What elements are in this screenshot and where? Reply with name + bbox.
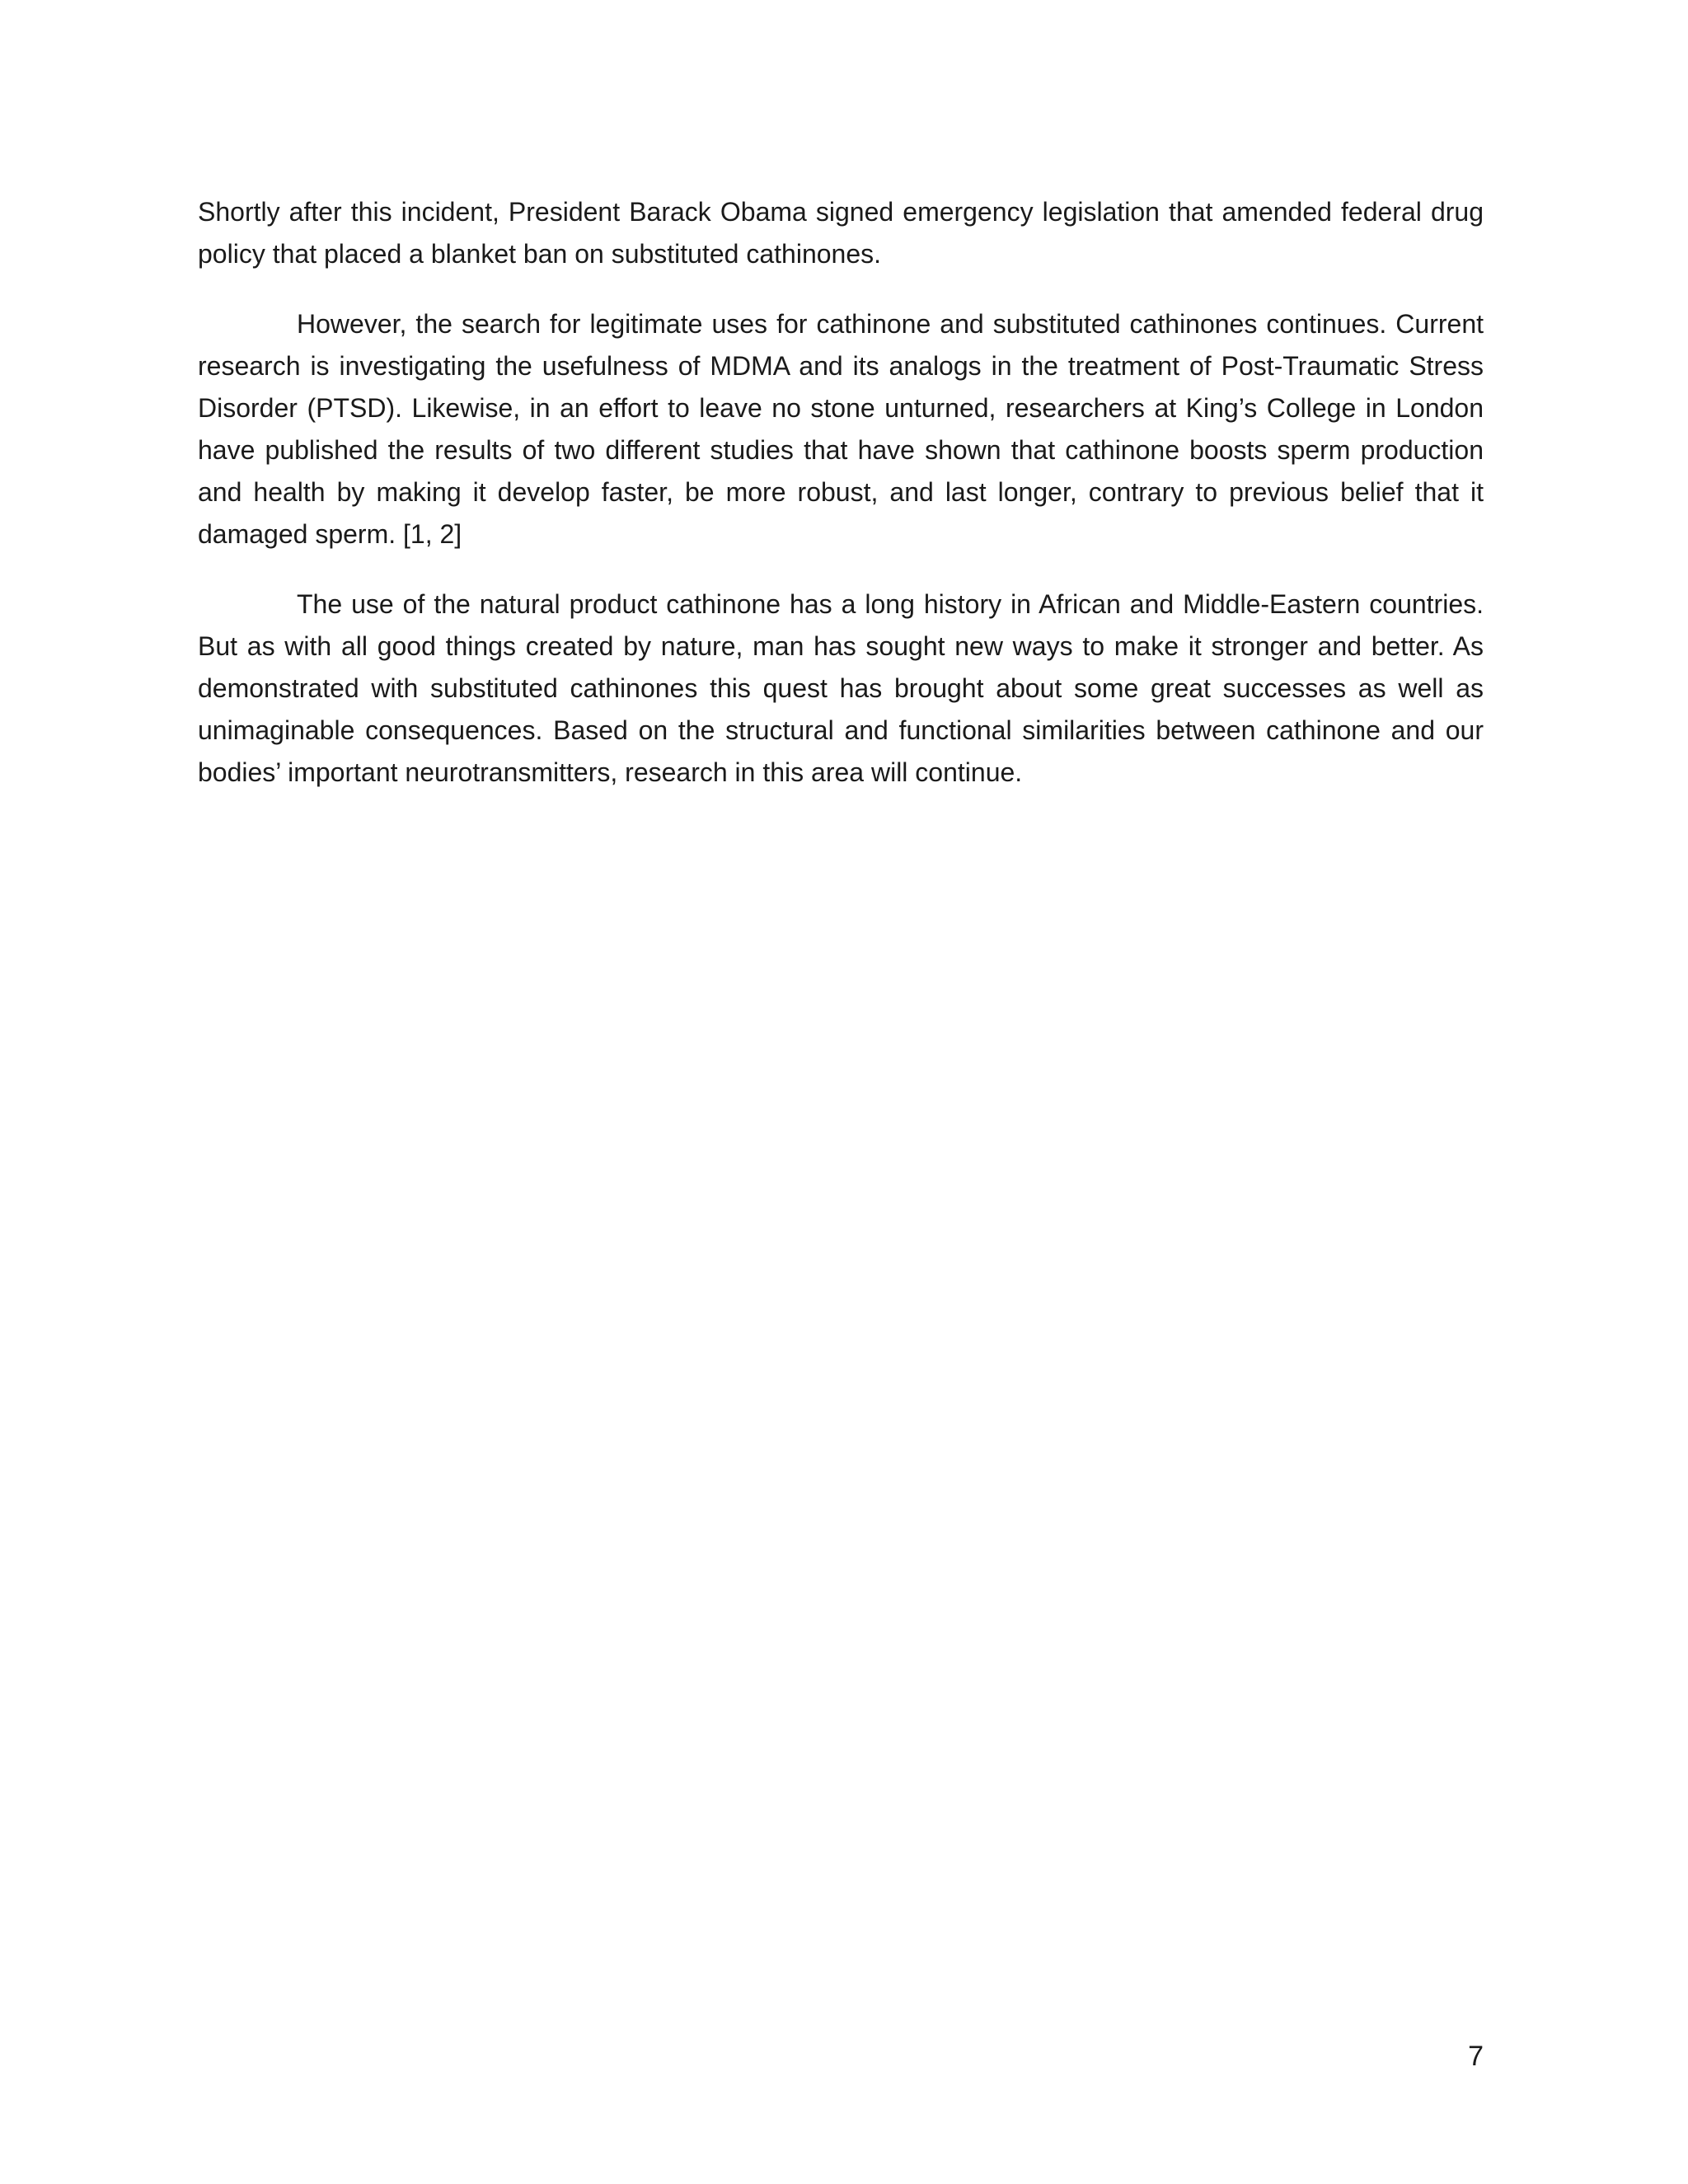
body-text <box>198 191 1484 822</box>
paragraph-2: However, the search for legitimate uses for cathinone and substituted cathinones continues. Current research is investigating the usefulness of MDMA and its analogs in the treatment of Post-Traumatic Stress Disorder (PTSD). Likewise, in an effort to leave no stone unturned, researchers at King’s College in London have published the results of two different studies that have shown that cathinone boosts sperm production and health by making it develop faster, be more robust, and last longer, contrary to previous belief that it damaged sperm. [1, 2] <box>198 309 1484 549</box>
paragraph-3: The use of the natural product cathinone has a long history in African and Middle-Eastern countries. But as with all good things created by nature, man has sought new ways to make it stronger and better. As demonstrated with substituted cathinones this quest has brought about some great successes as well as unimaginable consequences. Based on the structural and functional similarities between cathinone and our bodies’ important neurotransmitters, research in this area will continue. <box>198 589 1484 787</box>
page-number: 7 <box>1468 2041 1484 2072</box>
paragraph-1: Shortly after this incident, President Barack Obama signed emergency legislation that amended federal drug policy that placed a blanket ban on substituted cathinones. <box>198 197 1484 269</box>
